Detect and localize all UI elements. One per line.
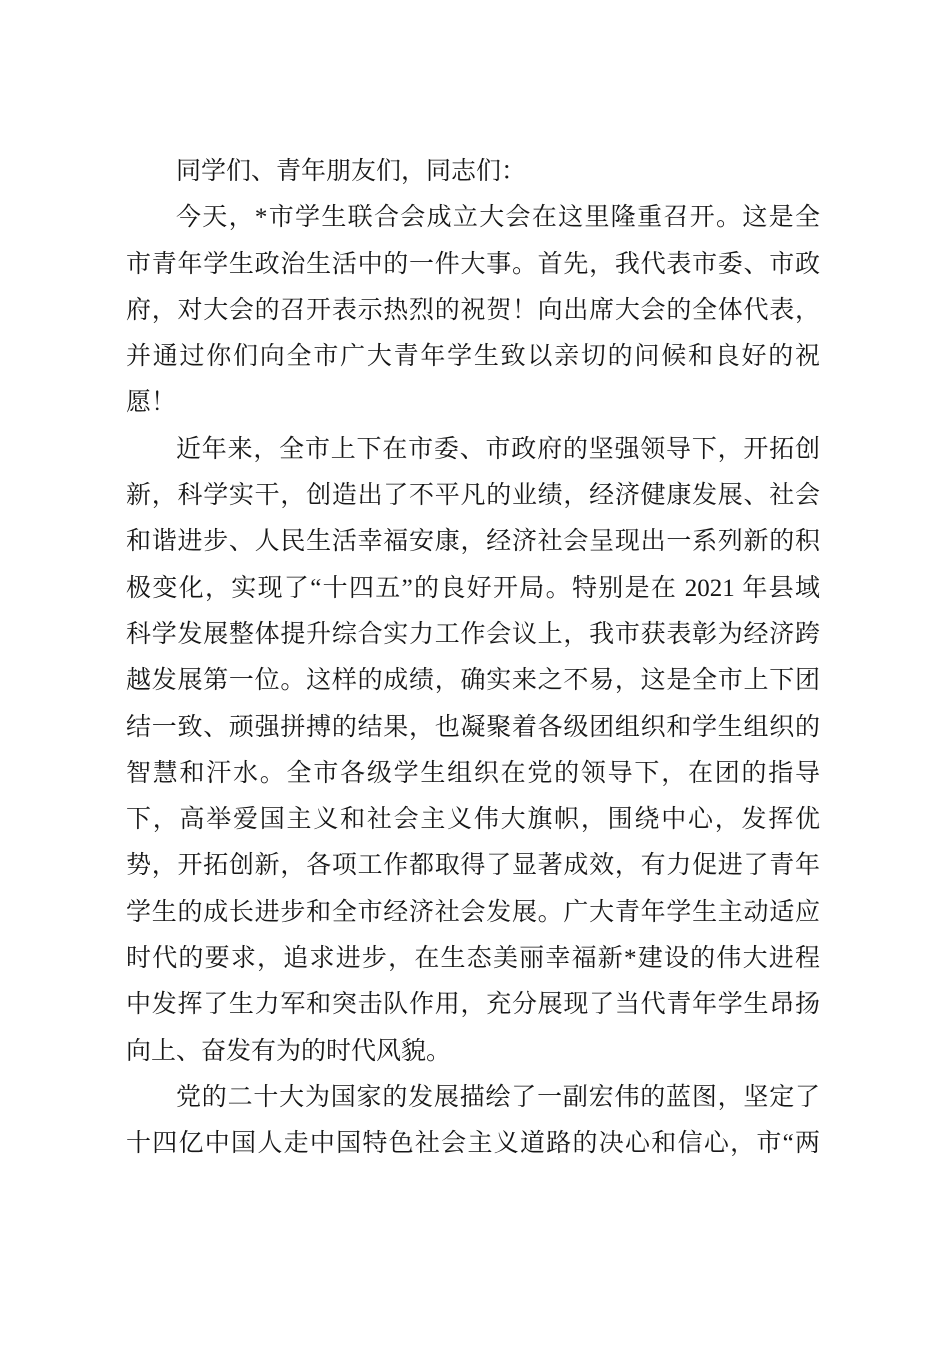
text-line: 同学们、青年朋友们，同志们： — [176, 158, 527, 185]
text-line: 极变化，实现了“十四五”的良好开局。特别是在 2021 年县域 — [126, 574, 820, 602]
text-line: 党的二十大为国家的发展描绘了一副宏伟的蓝图，坚定了 — [176, 1083, 820, 1111]
text-line: 愿！ — [126, 389, 177, 417]
text-line: 并通过你们向全市广大青年学生致以亲切的问候和良好的祝 — [126, 343, 820, 371]
text-line: 越发展第一位。这样的成绩，确实来之不易，这是全市上下团 — [126, 667, 820, 695]
text-line: 市青年学生政治生活中的一件大事。首先，我代表市委、市政 — [126, 250, 820, 278]
text-line: 势，开拓创新，各项工作都取得了显著成效，有力促进了青年 — [126, 852, 820, 880]
text-line: 新，科学实干，创造出了不平凡的业绩，经济健康发展、社会 — [126, 482, 820, 510]
text-line: 中发挥了生力军和突击队作用，充分展现了当代青年学生昂扬 — [126, 991, 820, 1019]
text-line: 智慧和汗水。全市各级学生组织在党的领导下，在团的指导 — [126, 759, 820, 787]
text-line: 学生的成长进步和全市经济社会发展。广大青年学生主动适应 — [126, 898, 820, 926]
text-line: 近年来，全市上下在市委、市政府的坚强领导下，开拓创 — [176, 435, 820, 463]
text-line: 下，高举爱国主义和社会主义伟大旗帜，围绕中心，发挥优 — [126, 806, 820, 834]
text-line: 时代的要求，追求进步，在生态美丽幸福新*建设的伟大进程 — [126, 945, 820, 973]
document-text-block — [126, 149, 820, 1168]
text-line: 和谐进步、人民生活幸福安康，经济社会呈现出一系列新的积 — [126, 528, 820, 556]
text-line: 府，对大会的召开表示热烈的祝贺！向出席大会的全体代表， — [126, 296, 820, 324]
text-line: 结一致、顽强拼搏的结果，也凝聚着各级团组织和学生组织的 — [126, 713, 820, 741]
text-line: 今天，*市学生联合会成立大会在这里隆重召开。这是全 — [176, 204, 820, 232]
text-line: 十四亿中国人走中国特色社会主义道路的决心和信心，市“两 — [126, 1130, 820, 1158]
text-line: 向上、奋发有为的时代风貌。 — [126, 1037, 452, 1065]
text-line: 科学发展整体提升综合实力工作会议上，我市获表彰为经济跨 — [126, 620, 820, 648]
